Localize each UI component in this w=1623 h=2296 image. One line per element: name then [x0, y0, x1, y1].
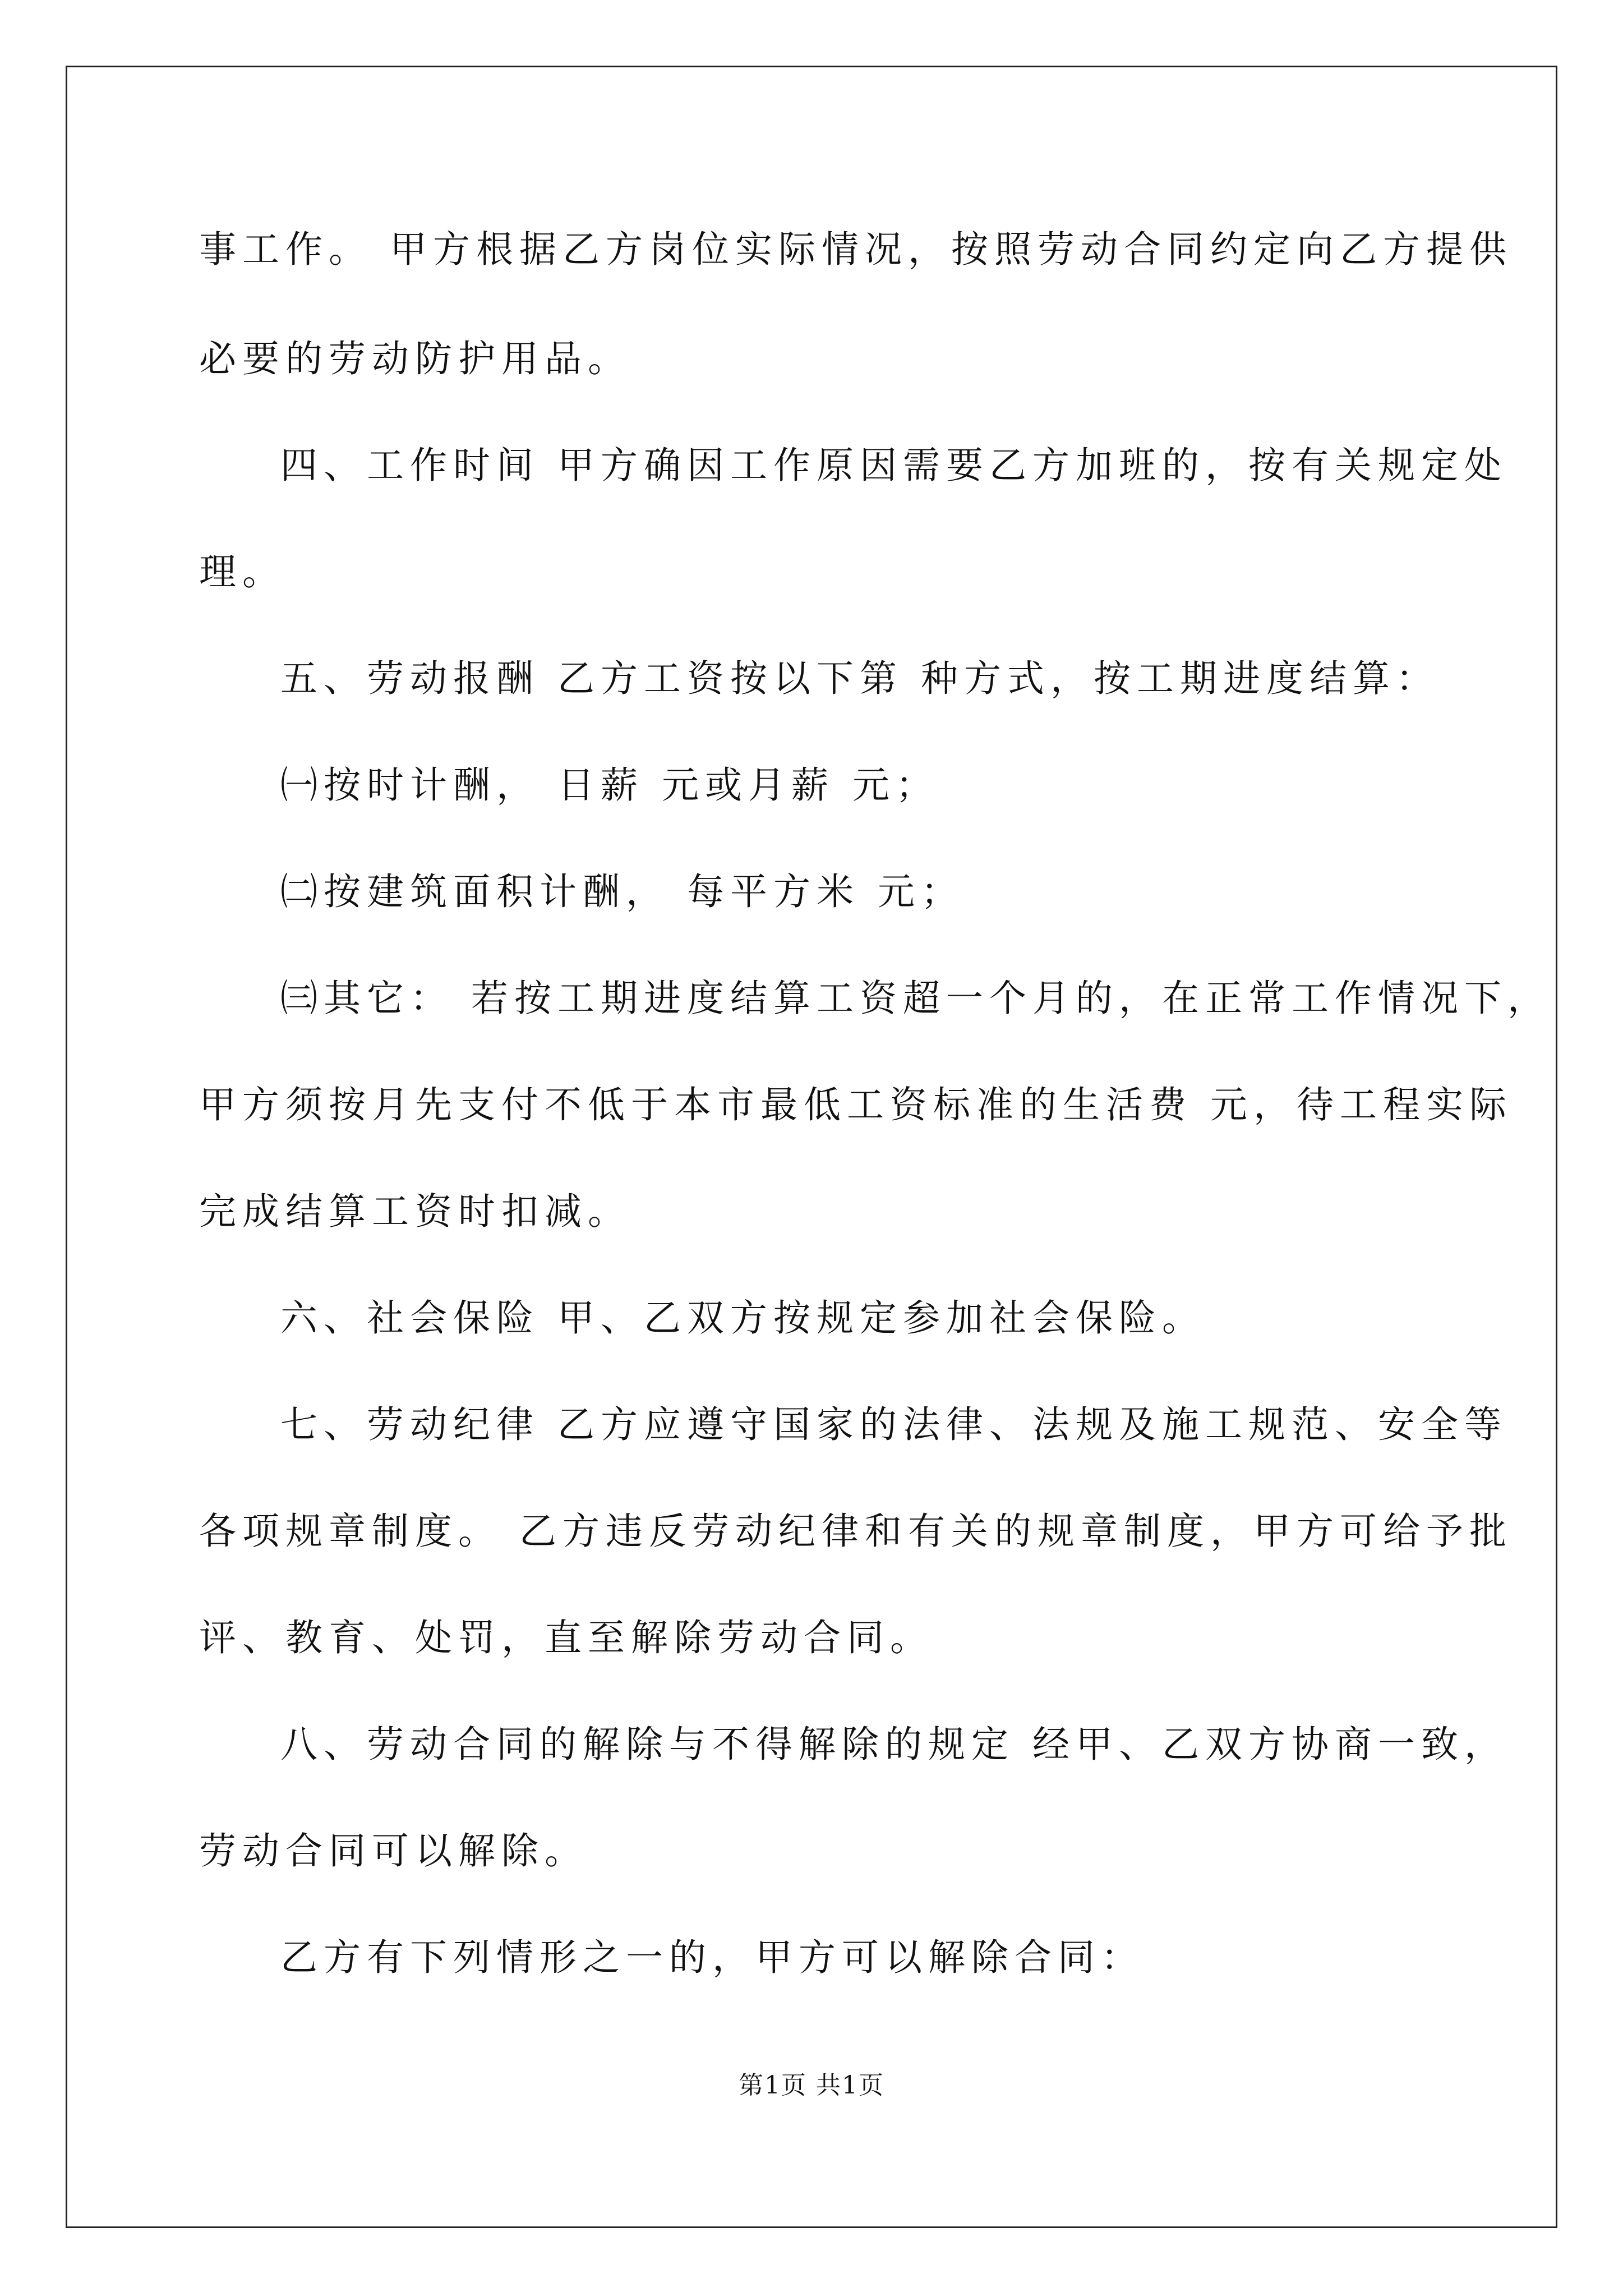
- text-line: 六、社会保险 甲、乙双方按规定参加社会保险。: [280, 1296, 1205, 1340]
- text-line: 五、劳动报酬 乙方工资按以下第 种方式，按工期进度结算：: [280, 657, 1439, 700]
- text-line: ㈠按时计酬， 日薪 元或月薪 元；: [280, 763, 939, 807]
- text-line: 乙方有下列情形之一的，甲方可以解除合同：: [280, 1936, 1144, 1979]
- text-line: 完成结算工资时扣减。: [199, 1190, 631, 1233]
- text-line: 事工作。 甲方根据乙方岗位实际情况，按照劳动合同约定向乙方提供: [199, 228, 1513, 271]
- text-line: 甲方须按月先支付不低于本市最低工资标准的生活费 元，待工程实际: [199, 1083, 1513, 1126]
- text-line: 理。: [199, 550, 285, 593]
- text-line: 七、劳动纪律 乙方应遵守国家的法律、法规及施工规范、安全等: [280, 1403, 1507, 1446]
- text-line: 各项规章制度。 乙方违反劳动纪律和有关的规章制度，甲方可给予批: [199, 1510, 1513, 1553]
- text-line: ㈢其它： 若按工期进度结算工资超一个月的，在正常工作情况下，: [280, 977, 1551, 1020]
- text-line: 四、工作时间 甲方确因工作原因需要乙方加班的，按有关规定处: [280, 444, 1507, 487]
- text-line: 必要的劳动防护用品。: [199, 337, 631, 380]
- text-line: 劳动合同可以解除。: [199, 1829, 588, 1872]
- text-line: 八、劳动合同的解除与不得解除的规定 经甲、乙双方协商一致，: [280, 1723, 1507, 1766]
- text-line: ㈡按建筑面积计酬， 每平方米 元；: [280, 870, 964, 913]
- page-border: [66, 66, 1557, 2228]
- page-number-footer: 第1页 共1页: [739, 2071, 884, 2100]
- text-line: 评、教育、处罚，直至解除劳动合同。: [199, 1616, 933, 1659]
